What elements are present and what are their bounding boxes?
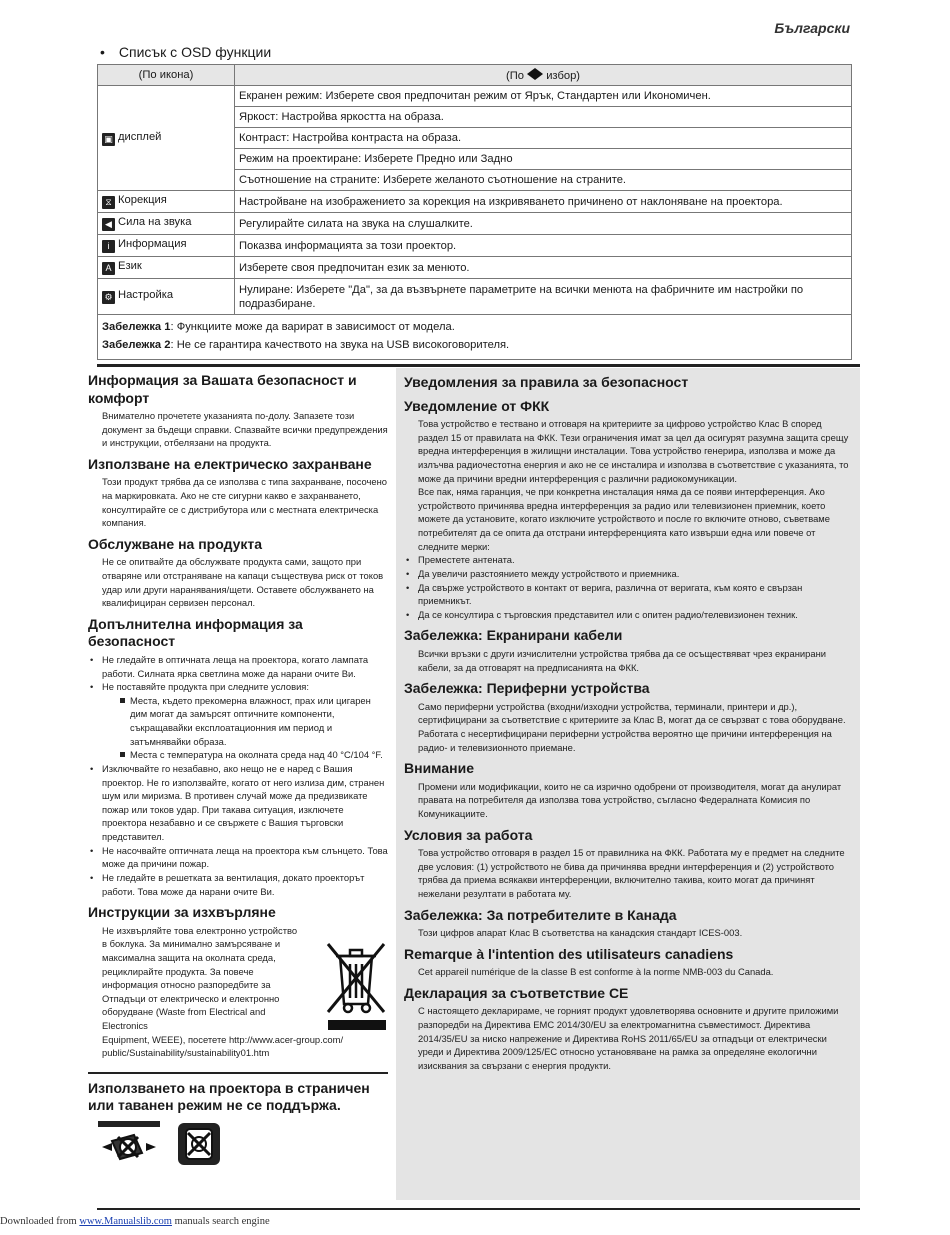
caution-heading: Внимание <box>404 760 474 777</box>
disposal-block <box>88 924 388 1033</box>
mounting-warning-heading: Използването на проектора в страничен или таванен режим не се поддържа. <box>88 1079 370 1114</box>
osd-title-text: Списък с OSD функции <box>118 44 272 60</box>
note-2 <box>102 337 847 355</box>
list-item: • Да се консултира с търговския представител или с опитен радио/телевизионен техник. <box>404 608 852 622</box>
power-text: Този продукт трябва да се използва с типа захранване, посочено на маркировката. Ако не сте сигурни какво е захранването, консултирайте се с дистрибутора или с местната електрическа компания. <box>102 476 388 529</box>
keystone-icon: ⧖ <box>102 196 115 209</box>
caution-text: Промени или модификации, които не са изрично одобрени от производителя, могат да анулират правата на потребителя да използва това устройство, съгласно Федералната Комисия по Комуникациите. <box>418 780 842 819</box>
download-footer <box>0 1216 270 1227</box>
page-language-label: Български <box>774 20 850 36</box>
extra-safety-heading: Допълнителна информация за безопасност <box>88 615 303 650</box>
conditions-text: Не поставяйте продукта при следните условия: <box>102 681 309 693</box>
right-column-regulatory <box>396 368 860 1200</box>
display-label: дисплей <box>118 130 162 143</box>
note-2-text: : Не се гарантира качеството на звука на USB високоговорителя. <box>170 338 510 351</box>
display-item-4: Съотношение на страните: Изберете желаното съотношение на страните. <box>235 170 852 191</box>
left-column <box>88 372 388 1167</box>
keystone-item: Настройване на изображението за корекция на изкривяването причинено от наклоняване на проектора. <box>235 191 852 213</box>
shielded-cables-heading: Забележка: Екранирани кабели <box>404 627 623 644</box>
col-header-select-post: избор) <box>546 70 581 82</box>
volume-item: Регулирайте силата на звука на слушалките. <box>235 213 852 235</box>
col-header-icon: (По икона) <box>98 65 235 86</box>
col-header-select <box>235 65 852 86</box>
list-item: • Да увеличи разстоянието между устройството и приемника. <box>404 567 852 581</box>
row-language-label <box>98 257 235 279</box>
canada-fr-text: Cet appareil numérique de la classe B est conforme à la norme NMB-003 du Canada. <box>418 966 774 978</box>
fcc-text-2: Все пак, няма гаранция, че при конкретна инсталация няма да се появи интерференция. Ако устройството причинява вредна интерференция за радио или телевизионен приемник, което можете да установите, когато изключите устройството и после го включите отново, съветваме потребителят да се опита да отстрани интерференцията като извърши една или повече от следните мерки: <box>418 486 830 552</box>
osd-list-title: • Списък с OSD функции <box>100 44 272 60</box>
vertical-projection-prohibited-icon <box>174 1121 224 1167</box>
disposal-heading: Инструкции за изхвърляне <box>88 904 276 921</box>
language-item: Изберете своя предпочитан език за менюто. <box>235 257 852 279</box>
arrow-left-icon <box>527 68 535 80</box>
list-item: • Не насочвайте оптичната леща на проектора към слънцето. Това може да причини пожар. <box>88 844 388 871</box>
note-2-label: Забележка 2 <box>102 338 171 351</box>
list-item: Места с температура на околната среда над 40 °C/104 °F. <box>102 748 388 762</box>
footer-divider <box>97 1208 860 1210</box>
settings-icon: ⚙ <box>102 291 115 304</box>
col-header-select-pre: (По <box>505 70 524 82</box>
section-divider <box>88 1072 388 1074</box>
footer-prefix: Downloaded from <box>0 1216 77 1227</box>
safety-comfort-text: Внимателно прочетете указанията по-долу. Запазете този документ за бъдещи справки. Спазвайте всички предупреждения и инструкции, отбелязани на продукта. <box>102 410 388 449</box>
list-item <box>88 680 388 762</box>
ce-text: С настоящето декларираме, че горният продукт удовлетворява основните и другите приложими разпоредби на Директива EMC 2014/30/EU за електромагнитна съвместимост. Директива 2014/35/EU за ниско напрежение и Директива RoHS 2011/65/EU за отпадъци от електрически уреди и Директива 2009/125/EC относно установяване на рамка за определяне екологични изисквания за свързани с енергия продукти. <box>418 1005 839 1071</box>
conditions-sublist <box>102 694 388 762</box>
service-text: Не се опитвайте да обслужвате продукта сами, защото при отваряне или отстраняване на капаци съществува риск от токов удар или други наранявания/щети. Оставете обслужването на квалифициран сервизен персонал. <box>102 556 384 609</box>
list-item: • Изключвайте го незабавно, ако нещо не е наред с Вашия проектор. Не го използвайте, когато от него излиза дим, странен шум или миризма. В противен случай може да предизвикате пожар или токов удар. При такава ситуация, изключете проектора незабавно и се свържете с Вашия търговски представител. <box>88 762 388 844</box>
service-heading: Обслужване на продукта <box>88 535 263 552</box>
note-1-text: : Функциите може да варират в зависимост от модела. <box>170 321 455 333</box>
display-item-1: Яркост: Настройва яркостта на образа. <box>235 107 852 128</box>
weee-bar-mark <box>328 1020 386 1030</box>
operation-text: Това устройство отговаря в раздел 15 от правилника на ФКК. Работата му е предмет на следните две условия: (1) устройството не бива да причинява вредни интерференция и (2) устройството трябва да приема всякакви интерференции, включително такива, които могат да причинят нежелани резултати в работата му. <box>418 847 845 899</box>
canada-heading: Забележка: За потребителите в Канада <box>404 906 677 923</box>
peripherals-heading: Забележка: Периферни устройства <box>404 680 650 697</box>
canada-text: Този цифров апарат Клас В съответства на канадския стандарт ICES-003. <box>418 927 743 938</box>
power-heading: Използване на електрическо захранване <box>88 455 372 472</box>
section-divider <box>97 364 860 367</box>
row-settings-label <box>98 279 235 315</box>
display-icon: ▣ <box>102 133 115 146</box>
settings-label: Настройка <box>118 289 174 301</box>
safety-comfort-heading: Информация за Вашата безопасност и комфорт <box>88 372 357 406</box>
info-icon: i <box>102 240 115 253</box>
mounting-pictograms <box>98 1121 388 1167</box>
volume-icon: ◀ <box>102 218 115 231</box>
info-item: Показва информацията за този проектор. <box>235 235 852 257</box>
language-label: Език <box>118 260 142 272</box>
peripherals-text: Само периферни устройства (входни/изходни устройства, терминали, принтери и др.), сертифицирани за съответствие с критериите за Клас В, могат да се свързват с това оборудване. Работата с несертифицирани периферни устройства вероятно ще причини интерференция на радио- и телевизионното приемане. <box>418 700 846 753</box>
info-label: Информация <box>118 238 187 250</box>
note-1 <box>102 319 847 337</box>
row-volume-label <box>98 213 235 235</box>
weee-bin-icon <box>324 940 388 1016</box>
osd-notes <box>98 315 852 360</box>
side-projection-prohibited-icon <box>98 1121 160 1167</box>
weee-link-text: Equipment, WEEE), посетете http://www.acer-group.com/ public/Sustainability/sustainability01.htm <box>102 1033 344 1059</box>
fcc-text-1: Това устройство е тествано и отговаря на критериите за цифрово устройство Клас В според раздел 15 от правилата на ФКК. Тези ограничения имат за цел да осигурят разумна защита срещу вредна интерференция в жилищни инсталации. Това устройство генерира, използва и може да излъчва радиочестотна енергия и ако не се инсталира и използва в съответствие с указанията, то може да причини вредни интерференция с различни радиокомуникации. <box>418 418 849 484</box>
display-item-2: Контраст: Настройва контраста на образа. <box>235 128 852 149</box>
footer-suffix: manuals search engine <box>174 1216 270 1227</box>
volume-label: Сила на звука <box>118 216 192 228</box>
extra-safety-list <box>88 653 388 898</box>
list-item: Места, където прекомерна влажност, прах или цигарен дим могат да замърсят оптичните компоненти, съкращавайки експлоатационния им период и затъмнявайки образа. <box>102 694 388 749</box>
keystone-label: Корекция <box>118 194 167 206</box>
fcc-heading: Уведомление от ФКК <box>404 397 550 414</box>
display-item-3: Режим на проектиране: Изберете Предно или Задно <box>235 149 852 170</box>
list-item: • Да свърже устройството в контакт от верига, различна от веригата, към която е свързан приемникът. <box>404 581 852 608</box>
regulatory-heading: Уведомления за правила за безопасност <box>404 374 689 390</box>
display-item-0: Екранен режим: Изберете своя предпочитан режим от Ярък, Стандартен или Икономичен. <box>235 86 852 107</box>
row-keystone-label <box>98 191 235 213</box>
list-item: • Преместете антената. <box>404 553 852 567</box>
manualslib-link[interactable]: www.Manualslib.com <box>79 1216 172 1227</box>
row-info-label <box>98 235 235 257</box>
shielded-cables-text: Всички връзки с други изчислителни устройства трябва да се осъществяват чрез екранирани кабели, за да отговарят на предписанията на ФКК. <box>418 647 826 673</box>
operation-heading: Условия за работа <box>404 826 533 843</box>
list-item: • Не гледайте в оптичната леща на проектора, когато лампата работи. Силната ярка светлина може да нарани очите Ви. <box>88 653 388 680</box>
note-1-label: Забележка 1 <box>102 321 171 333</box>
list-item: • Не гледайте в решетката за вентилация, докато проекторът работи. Това може да нарани очите Ви. <box>88 871 388 898</box>
disposal-text: Не изхвърляйте това електронно устройство в боклука. За минимално замърсяване и максимална защита на околната среда, рециклирайте продукта. За повече информация относно разпоредбите за Отпадъци от електрическо и електронно оборудване (Waste from Electrical and Electronics <box>102 924 298 1031</box>
osd-function-table <box>97 64 852 360</box>
ce-heading: Декларация за съответствие CE <box>404 984 629 1001</box>
row-display-label <box>98 86 235 191</box>
fcc-measures-list <box>404 553 852 621</box>
arrow-right-icon <box>535 68 543 80</box>
canada-fr-heading: Remarque à l'intention des utilisateurs canadiens <box>404 945 734 962</box>
settings-item: Нулиране: Изберете "Да", за да възвърнете параметрите на всички менюта на фабричните им настройки по подразбиране. <box>235 279 852 315</box>
language-icon: A <box>102 262 115 275</box>
